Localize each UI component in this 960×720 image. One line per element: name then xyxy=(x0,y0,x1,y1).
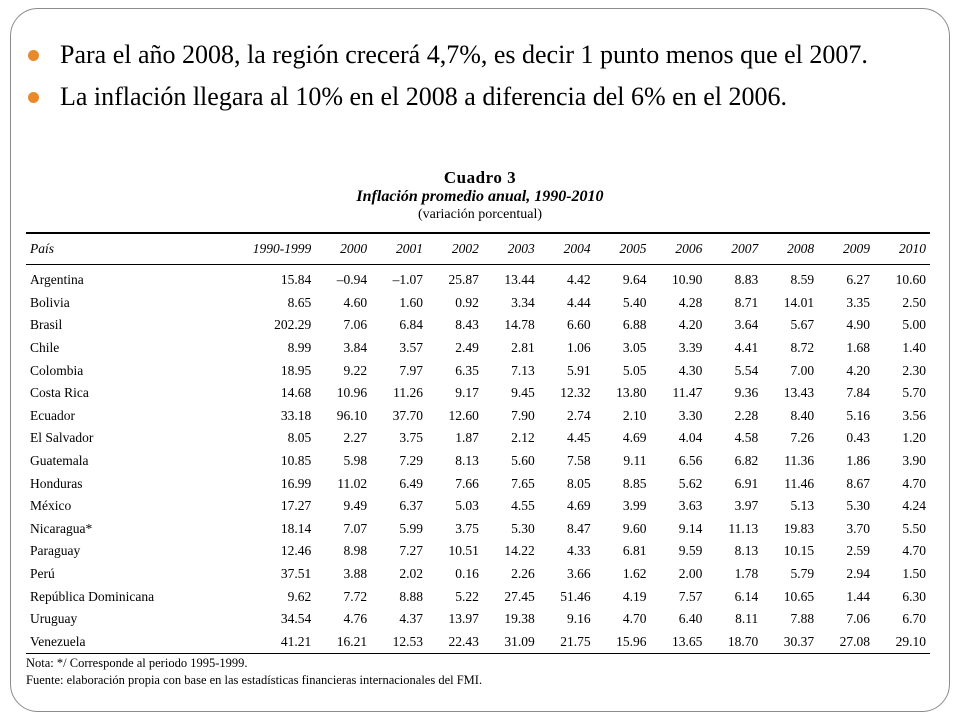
value-cell: 1.50 xyxy=(902,566,926,582)
value-cell: 9.11 xyxy=(623,453,647,469)
value-cell: 8.05 xyxy=(287,430,312,446)
value-cell: 10.96 xyxy=(336,385,368,401)
value-cell: 2.12 xyxy=(511,430,535,446)
value-cell: 4.41 xyxy=(734,340,759,356)
country-cell: México xyxy=(30,498,72,514)
value-cell: 4.45 xyxy=(566,430,591,446)
value-cell: 13.65 xyxy=(671,633,703,649)
value-cell: 6.70 xyxy=(902,611,926,627)
value-cell: 7.84 xyxy=(846,385,870,401)
value-cell: 11.46 xyxy=(784,475,815,491)
country-cell: Bolivia xyxy=(30,294,70,310)
country-cell: Brasil xyxy=(30,317,63,333)
country-cell: Honduras xyxy=(30,475,83,491)
table-row xyxy=(26,337,930,360)
value-cell: 4.33 xyxy=(566,543,591,559)
value-cell: 10.85 xyxy=(280,453,312,469)
value-cell: 7.97 xyxy=(399,362,423,378)
value-cell: 11.36 xyxy=(784,453,815,469)
value-cell: 7.00 xyxy=(790,362,815,378)
value-cell: –1.07 xyxy=(392,272,423,288)
value-cell: 1.78 xyxy=(734,566,759,582)
value-cell: 27.08 xyxy=(839,633,870,649)
value-cell: 4.37 xyxy=(399,611,423,627)
value-cell: 4.04 xyxy=(678,430,703,446)
value-cell: 5.03 xyxy=(455,498,479,514)
value-cell: 7.06 xyxy=(343,317,368,333)
bullet-dot-icon xyxy=(28,92,39,103)
value-cell: 3.75 xyxy=(399,430,423,446)
bullet-item xyxy=(24,80,934,114)
value-cell: 2.49 xyxy=(455,340,479,356)
column-header: 2005 xyxy=(619,241,647,256)
value-cell: 5.00 xyxy=(902,317,926,333)
value-cell: 6.27 xyxy=(846,272,870,288)
value-cell: 5.79 xyxy=(790,566,815,582)
value-cell: 14.78 xyxy=(504,317,535,333)
value-cell: 4.70 xyxy=(902,475,926,491)
bullet-list xyxy=(24,38,934,122)
value-cell: 7.29 xyxy=(399,453,423,469)
value-cell: 7.88 xyxy=(790,611,815,627)
table-row xyxy=(26,265,930,292)
value-cell: 6.81 xyxy=(622,543,647,559)
value-cell: 0.92 xyxy=(455,294,479,310)
value-cell: 3.97 xyxy=(734,498,759,514)
column-header: 2009 xyxy=(842,241,870,256)
column-header: 2008 xyxy=(787,241,815,256)
table-row xyxy=(26,540,930,563)
value-cell: 7.26 xyxy=(790,430,815,446)
value-cell: 14.01 xyxy=(783,294,815,310)
value-cell: 2.00 xyxy=(678,566,703,582)
bullet-item xyxy=(24,38,934,72)
value-cell: 29.10 xyxy=(895,633,926,649)
value-cell: 4.42 xyxy=(566,272,591,288)
value-cell: 3.63 xyxy=(678,498,703,514)
value-cell: 2.02 xyxy=(399,566,423,582)
value-cell: 2.27 xyxy=(343,430,368,446)
value-cell: 12.53 xyxy=(392,633,423,649)
inflation-table xyxy=(26,232,930,654)
column-header: 2001 xyxy=(395,241,423,256)
value-cell: 10.90 xyxy=(671,272,703,288)
column-header: 2004 xyxy=(563,241,591,256)
value-cell: 10.60 xyxy=(895,272,926,288)
value-cell: 8.88 xyxy=(399,588,423,604)
value-cell: 9.64 xyxy=(622,272,647,288)
value-cell: 7.65 xyxy=(511,475,535,491)
value-cell: 4.20 xyxy=(846,362,870,378)
value-cell: 3.64 xyxy=(734,317,759,333)
value-cell: 22.43 xyxy=(448,633,479,649)
value-cell: 5.13 xyxy=(790,498,815,514)
country-cell: Chile xyxy=(30,340,60,356)
value-cell: 4.20 xyxy=(678,317,703,333)
country-cell: Uruguay xyxy=(30,611,78,627)
value-cell: 51.46 xyxy=(560,588,591,604)
value-cell: 202.29 xyxy=(274,317,312,333)
value-cell: 8.67 xyxy=(846,475,870,491)
value-cell: 1.62 xyxy=(622,566,647,582)
value-cell: 5.62 xyxy=(678,475,703,491)
value-cell: 1.86 xyxy=(846,453,870,469)
value-cell: 3.70 xyxy=(846,520,870,536)
value-cell: 16.99 xyxy=(280,475,312,491)
value-cell: 5.05 xyxy=(622,362,647,378)
value-cell: 41.21 xyxy=(280,633,312,649)
country-cell: Costa Rica xyxy=(30,385,89,401)
value-cell: 12.46 xyxy=(280,543,312,559)
table-row xyxy=(26,585,930,608)
table-label: Cuadro 3 xyxy=(443,168,517,187)
value-cell: 4.19 xyxy=(622,588,647,604)
value-cell: 16.21 xyxy=(336,633,368,649)
value-cell: 6.82 xyxy=(734,453,759,469)
country-cell: Paraguay xyxy=(30,543,81,559)
value-cell: 5.60 xyxy=(511,453,535,469)
value-cell: 0.43 xyxy=(846,430,870,446)
value-cell: 1.44 xyxy=(846,588,870,604)
column-header: 2000 xyxy=(340,241,368,256)
value-cell: 37.51 xyxy=(280,566,312,582)
value-cell: 14.22 xyxy=(504,543,535,559)
value-cell: 8.47 xyxy=(566,520,591,536)
value-cell: 6.40 xyxy=(678,611,703,627)
value-cell: 2.28 xyxy=(734,407,759,423)
value-cell: 3.30 xyxy=(678,407,703,423)
table-row xyxy=(26,631,930,654)
value-cell: 37.70 xyxy=(392,407,423,423)
value-cell: 9.36 xyxy=(734,385,759,401)
table-row xyxy=(26,495,930,518)
column-header-country: País xyxy=(30,241,55,256)
value-cell: 18.95 xyxy=(280,362,312,378)
value-cell: 7.27 xyxy=(399,543,423,559)
value-cell: 5.70 xyxy=(902,385,926,401)
value-cell: 3.90 xyxy=(902,453,926,469)
table-title: Inflación promedio anual, 1990-2010 xyxy=(356,188,604,205)
table-body xyxy=(26,265,930,654)
value-cell: 2.50 xyxy=(902,294,926,310)
value-cell: 6.60 xyxy=(566,317,591,333)
value-cell: 7.13 xyxy=(511,362,535,378)
value-cell: 1.20 xyxy=(902,430,926,446)
value-cell: 9.59 xyxy=(678,543,703,559)
value-cell: 96.10 xyxy=(336,407,368,423)
country-cell: Venezuela xyxy=(30,633,86,649)
value-cell: 10.51 xyxy=(448,543,479,559)
value-cell: 6.91 xyxy=(734,475,759,491)
value-cell: 18.70 xyxy=(727,633,759,649)
value-cell: 3.05 xyxy=(622,340,647,356)
value-cell: 2.30 xyxy=(902,362,926,378)
value-cell: 9.22 xyxy=(343,362,368,378)
value-cell: 4.60 xyxy=(343,294,368,310)
value-cell: 3.57 xyxy=(399,340,423,356)
value-cell: 1.40 xyxy=(902,340,926,356)
value-cell: 6.37 xyxy=(399,498,423,514)
value-cell: 2.10 xyxy=(622,407,647,423)
value-cell: 5.91 xyxy=(566,362,591,378)
value-cell: 12.60 xyxy=(448,407,479,423)
table-row xyxy=(26,608,930,631)
value-cell: 33.18 xyxy=(280,407,312,423)
value-cell: 8.65 xyxy=(287,294,312,310)
country-cell: Nicaragua* xyxy=(30,520,93,536)
value-cell: 7.06 xyxy=(846,611,870,627)
value-cell: 9.49 xyxy=(343,498,368,514)
value-cell: 2.81 xyxy=(511,340,535,356)
value-cell: 18.14 xyxy=(280,520,312,536)
value-cell: 3.66 xyxy=(566,566,591,582)
value-cell: 8.40 xyxy=(790,407,815,423)
country-cell: Colombia xyxy=(30,362,84,378)
bullet-dot-icon xyxy=(28,50,39,61)
value-cell: 6.88 xyxy=(622,317,647,333)
value-cell: 8.83 xyxy=(734,272,759,288)
table-note: Nota: */ Corresponde al periodo 1995-1999. xyxy=(26,656,248,670)
value-cell: 19.38 xyxy=(504,611,535,627)
value-cell: 13.80 xyxy=(616,385,647,401)
value-cell: 8.59 xyxy=(790,272,815,288)
value-cell: 6.84 xyxy=(399,317,423,333)
value-cell: 3.39 xyxy=(678,340,703,356)
value-cell: 3.75 xyxy=(455,520,479,536)
value-cell: 3.34 xyxy=(511,294,535,310)
value-cell: 5.99 xyxy=(399,520,423,536)
value-cell: 15.96 xyxy=(616,633,647,649)
value-cell: 4.70 xyxy=(622,611,647,627)
value-cell: 13.44 xyxy=(504,272,535,288)
bullet-text: Para el año 2008, la región crecerá 4,7%, es decir 1 punto menos que el 2007. xyxy=(60,40,868,69)
table-row xyxy=(26,405,930,428)
value-cell: 6.30 xyxy=(902,588,926,604)
value-cell: 5.67 xyxy=(790,317,815,333)
value-cell: 2.94 xyxy=(846,566,870,582)
value-cell: 7.66 xyxy=(455,475,479,491)
value-cell: 12.32 xyxy=(560,385,591,401)
value-cell: 8.43 xyxy=(455,317,479,333)
value-cell: 6.56 xyxy=(678,453,703,469)
value-cell: 3.84 xyxy=(343,340,368,356)
value-cell: 2.26 xyxy=(511,566,535,582)
value-cell: 8.98 xyxy=(343,543,368,559)
value-cell: 5.54 xyxy=(734,362,759,378)
value-cell: 4.58 xyxy=(734,430,759,446)
value-cell: 0.16 xyxy=(455,566,479,582)
value-cell: 8.13 xyxy=(455,453,479,469)
value-cell: 7.72 xyxy=(343,588,368,604)
value-cell: 1.60 xyxy=(399,294,423,310)
table-row xyxy=(26,359,930,382)
column-header: 2007 xyxy=(731,241,759,256)
table-row xyxy=(26,472,930,495)
value-cell: 4.28 xyxy=(678,294,703,310)
value-cell: 9.16 xyxy=(566,611,591,627)
value-cell: 9.17 xyxy=(455,385,479,401)
value-cell: 8.85 xyxy=(622,475,647,491)
column-header: 2006 xyxy=(675,241,703,256)
value-cell: 5.30 xyxy=(846,498,870,514)
column-header: 2003 xyxy=(507,241,535,256)
value-cell: 8.13 xyxy=(734,543,759,559)
value-cell: 4.44 xyxy=(566,294,591,310)
value-cell: 27.45 xyxy=(504,588,535,604)
value-cell: 5.30 xyxy=(511,520,535,536)
value-cell: 30.37 xyxy=(783,633,815,649)
value-cell: 15.84 xyxy=(280,272,312,288)
value-cell: 11.47 xyxy=(672,385,703,401)
value-cell: 3.35 xyxy=(846,294,870,310)
table-source: Fuente: elaboración propia con base en las estadísticas financieras internacionales del FMI. xyxy=(26,673,483,687)
country-cell: Ecuador xyxy=(30,407,75,423)
value-cell: 8.71 xyxy=(734,294,759,310)
value-cell: 8.99 xyxy=(287,340,312,356)
value-cell: 14.68 xyxy=(280,385,312,401)
column-header: 2002 xyxy=(451,241,479,256)
value-cell: 4.55 xyxy=(511,498,535,514)
value-cell: 11.13 xyxy=(728,520,759,536)
table-row xyxy=(26,382,930,405)
value-cell: 7.58 xyxy=(566,453,591,469)
value-cell: 2.59 xyxy=(846,543,870,559)
country-cell: Argentina xyxy=(30,272,84,288)
country-cell: El Salvador xyxy=(30,430,94,446)
value-cell: 1.68 xyxy=(846,340,870,356)
value-cell: 10.65 xyxy=(783,588,815,604)
country-cell: República Dominicana xyxy=(30,588,155,604)
table-row xyxy=(26,518,930,541)
table-row xyxy=(26,427,930,450)
country-cell: Perú xyxy=(30,566,55,582)
value-cell: 1.87 xyxy=(455,430,479,446)
value-cell: 3.88 xyxy=(343,566,368,582)
value-cell: 3.56 xyxy=(902,407,926,423)
value-cell: 3.99 xyxy=(622,498,647,514)
value-cell: 5.40 xyxy=(622,294,647,310)
value-cell: 25.87 xyxy=(448,272,479,288)
value-cell: 1.06 xyxy=(566,340,591,356)
table-row xyxy=(26,314,930,337)
table-row xyxy=(26,292,930,315)
value-cell: 6.35 xyxy=(455,362,479,378)
value-cell: 6.49 xyxy=(399,475,423,491)
value-cell: –0.94 xyxy=(336,272,368,288)
value-cell: 4.90 xyxy=(846,317,870,333)
value-cell: 13.97 xyxy=(448,611,479,627)
value-cell: 2.74 xyxy=(566,407,591,423)
value-cell: 4.69 xyxy=(622,430,647,446)
country-cell: Guatemala xyxy=(30,453,89,469)
value-cell: 5.98 xyxy=(343,453,368,469)
value-cell: 11.26 xyxy=(393,385,423,401)
table-row xyxy=(26,450,930,473)
value-cell: 17.27 xyxy=(280,498,312,514)
value-cell: 7.57 xyxy=(678,588,703,604)
value-cell: 4.76 xyxy=(343,611,368,627)
value-cell: 6.14 xyxy=(734,588,759,604)
value-cell: 31.09 xyxy=(504,633,535,649)
value-cell: 5.16 xyxy=(846,407,870,423)
value-cell: 8.05 xyxy=(566,475,591,491)
value-cell: 8.72 xyxy=(790,340,815,356)
value-cell: 4.24 xyxy=(902,498,926,514)
table-header-row xyxy=(26,233,930,265)
value-cell: 13.43 xyxy=(783,385,815,401)
value-cell: 11.02 xyxy=(337,475,368,491)
column-header: 2010 xyxy=(899,241,926,256)
value-cell: 7.07 xyxy=(343,520,368,536)
value-cell: 9.60 xyxy=(622,520,647,536)
value-cell: 9.62 xyxy=(287,588,312,604)
table-row xyxy=(26,563,930,586)
value-cell: 21.75 xyxy=(560,633,591,649)
value-cell: 7.90 xyxy=(511,407,535,423)
value-cell: 34.54 xyxy=(280,611,312,627)
value-cell: 19.83 xyxy=(783,520,815,536)
value-cell: 10.15 xyxy=(783,543,815,559)
table-subtitle: (variación porcentual) xyxy=(418,207,542,222)
value-cell: 8.11 xyxy=(735,611,759,627)
value-cell: 5.50 xyxy=(902,520,926,536)
value-cell: 5.22 xyxy=(455,588,479,604)
column-header: 1990-1999 xyxy=(252,241,312,256)
value-cell: 4.70 xyxy=(902,543,926,559)
value-cell: 9.45 xyxy=(511,385,535,401)
value-cell: 4.30 xyxy=(678,362,703,378)
bullet-text: La inflación llegara al 10% en el 2008 a diferencia del 6% en el 2006. xyxy=(60,82,787,111)
value-cell: 9.14 xyxy=(678,520,703,536)
value-cell: 4.69 xyxy=(566,498,591,514)
